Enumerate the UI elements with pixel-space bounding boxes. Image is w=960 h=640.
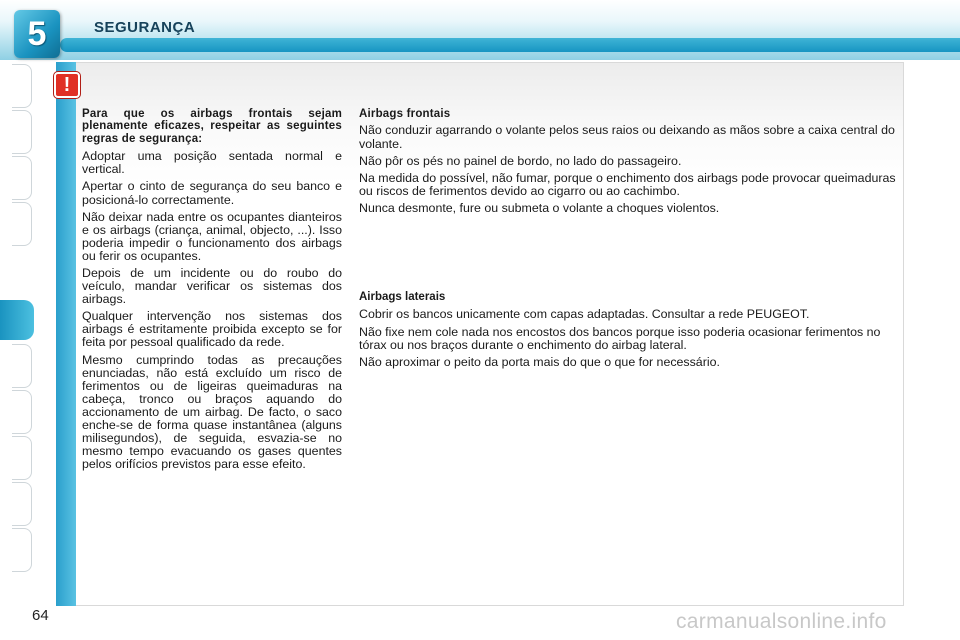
chapter-tab-4[interactable] bbox=[12, 202, 32, 246]
lateral-paragraph: Cobrir os bancos unicamente com capas adaptadas. Consultar a rede PEUGEOT. bbox=[359, 307, 810, 322]
chapter-tab-8[interactable] bbox=[12, 436, 32, 480]
chapter-tab-7[interactable] bbox=[12, 390, 32, 434]
left-paragraph: Mesmo cumprindo todas as precauções enunciadas, não está excluído um risco de ferimentos ou de ligeiras queimaduras na cabeça, tronco ou braços aquando do accionamento de um airbag. De facto, o saco enche-se de forma quase instantânea (alguns milisegundos), de seguida, esvazia-se no mesmo tempo evacuando os gases quentes pelos orifícios previstos para esse efeito. bbox=[82, 352, 342, 472]
header-rule bbox=[60, 38, 960, 52]
lateral-paragraph: Não aproximar o peito da porta mais do que o que for necessário. bbox=[359, 354, 720, 369]
chapter-tab-9[interactable] bbox=[12, 482, 32, 526]
chapter-tab-1[interactable] bbox=[12, 64, 32, 108]
right-column-frontal bbox=[359, 108, 900, 219]
frontal-paragraph: Nunca desmonte, fure ou submeta o volante a choques violentos. bbox=[359, 200, 720, 215]
left-paragraph: Adoptar uma posição sentada normal e vertical. bbox=[82, 149, 342, 177]
warning-icon: ! bbox=[54, 72, 80, 98]
left-paragraph: Apertar o cinto de segurança do seu banco e posicioná-lo correctamente. bbox=[82, 179, 342, 207]
chapter-number: 5 bbox=[27, 14, 47, 53]
left-paragraph: Qualquer intervenção nos sistemas dos airbags é estritamente proibida excepto se for feita por pessoal qualificado da rede. bbox=[82, 309, 342, 350]
chapter-tab-6[interactable] bbox=[12, 344, 32, 388]
chapter-tab-2[interactable] bbox=[12, 110, 32, 154]
frontal-paragraph: Na medida do possível, não fumar, porque o enchimento dos airbags pode provocar queimaduras ou riscos de ferimentos devido ao cigarro ou ao cachimbo. bbox=[359, 170, 896, 198]
chapter-title: SEGURANÇA bbox=[94, 19, 196, 36]
watermark: carmanualsonline.info bbox=[676, 610, 887, 633]
right-column-lateral bbox=[359, 291, 900, 373]
lateral-paragraph: Não fixe nem cole nada nos encostos dos bancos porque isso poderia ocasionar ferimentos no tórax ou nos braços durante o enchimento do airbag lateral. bbox=[359, 324, 881, 352]
chapter-tab-10[interactable] bbox=[12, 528, 32, 572]
frontal-airbags-heading: Airbags frontais bbox=[359, 108, 451, 120]
frontal-paragraph: Não conduzir agarrando o volante pelos seus raios ou deixando as mãos sobre a caixa central do volante. bbox=[359, 123, 895, 151]
chapter-tabs bbox=[0, 64, 36, 576]
left-paragraph: Não deixar nada entre os ocupantes dianteiros e os airbags (criança, animal, objecto, ...). Isso poderia impedir o funcionamento dos airbags ou ferir os ocupantes. bbox=[82, 209, 342, 263]
chapter-tab-5-active[interactable] bbox=[0, 300, 34, 340]
left-column bbox=[82, 108, 342, 475]
left-paragraph: Depois de um incidente ou do roubo do veículo, mandar verificar os sistemas dos airbags. bbox=[82, 265, 342, 307]
page-number: 64 bbox=[32, 607, 49, 624]
chapter-tab-3[interactable] bbox=[12, 156, 32, 200]
chapter-badge bbox=[14, 10, 60, 58]
left-heading: Para que os airbags frontais sejam plenamente eficazes, respeitar as seguintes regras de segurança: bbox=[82, 108, 342, 145]
panel-side-stripe bbox=[56, 62, 76, 606]
frontal-paragraph: Não pôr os pés no painel de bordo, no lado do passageiro. bbox=[359, 153, 682, 168]
lateral-airbags-heading: Airbags laterais bbox=[359, 291, 446, 303]
